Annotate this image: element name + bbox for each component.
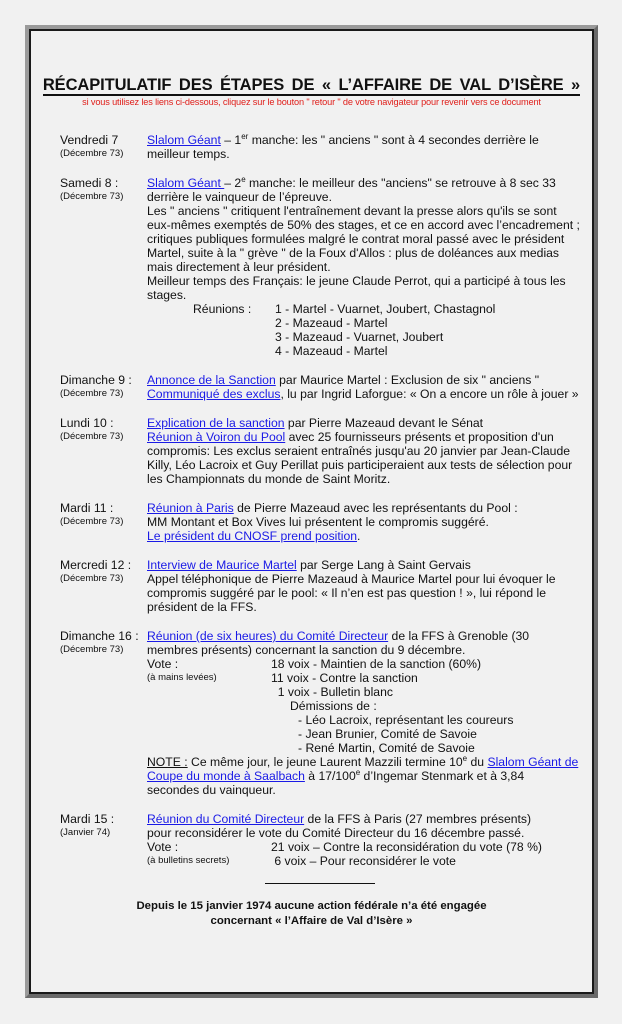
entry-text: derrière le vainqueur de l’épreuve. [147,190,332,204]
entry-text: du [467,755,488,769]
entry-body [147,812,585,868]
reunion-comite-grenoble-link[interactable]: Réunion (de six heures) du Comité Directeur [147,629,389,643]
slalom-saalbach-link[interactable]: Slalom Géant de [487,755,579,769]
cnosf-position-link[interactable]: Le président du CNOSF prend position [147,529,358,543]
superscript: er [241,131,249,141]
vote-label: Vote : [147,840,179,854]
entry-text: membres présents) concernant la sanction du 9 décembre. [147,643,466,657]
communique-exclus-link[interactable]: Communiqué des exclus [147,387,281,401]
vote-result: 6 voix – Pour reconsidérer le vote [271,854,456,868]
entry-date [60,812,147,868]
entry-date [60,558,147,614]
reunion-item: 2 - Mazeaud - Martel [275,316,388,330]
entry-month: (Décembre 73) [60,516,124,527]
reunions-label: Réunions : [193,302,252,316]
entry-text: avec 25 fournisseurs présents et proposition d'un [285,430,554,444]
timeline-entry [60,812,585,868]
back-instructions: si vous utilisez les liens ci-dessous, cliquez sur le bouton " retour " de votre navigateur pour revenir vers ce document [82,97,541,107]
entry-day: Lundi 10 : [60,416,114,430]
entry-text: MM Montant et Box Vives lui présentent le compromis suggéré. [147,515,489,529]
timeline [60,133,585,883]
timeline-entry [60,373,585,401]
entry-body [147,629,585,797]
entry-month: (Décembre 73) [60,573,124,584]
timeline-entry [60,629,585,797]
superscript: e [355,767,361,777]
entry-text: manche: le meilleur des "anciens" se retrouve à 8 sec 33 [245,176,556,190]
annonce-sanction-link[interactable]: Annonce de la Sanction [147,373,276,387]
timeline-entry [60,176,585,358]
vote-result: 21 voix – Contre la reconsidération du vote (78 %) [271,840,542,854]
entry-text: Martel, suite à la " grève " de la Foux d'Allos : plus de doléances aux medias [147,246,560,260]
entry-text: de la FFS à Grenoble (30 [388,629,530,643]
entry-text: manche: les " anciens " sont à 4 secondes derrière le [248,133,539,147]
entry-text: compromis: Les exclus seraient entraînés jusqu'au 20 janvier par Jean-Claude [147,444,571,458]
entry-body [147,176,585,358]
entry-text: critiques publiques formulées malgré le contrat moral passé avec le président [147,232,565,246]
superscript: e [241,174,246,184]
entry-day: Dimanche 16 : [60,629,139,643]
page-title [31,76,592,95]
entry-date [60,501,147,543]
entry-text: mais directement à leur président. [147,260,331,274]
superscript: e [462,753,468,763]
entry-day: Vendredi 7 [60,133,119,147]
entry-body [147,373,585,401]
entry-text: Ce même jour, le jeune Laurent Mazzili termine 10 [187,755,463,769]
entry-day: Mardi 11 : [60,501,114,515]
entry-month: (Décembre 73) [60,388,124,399]
entry-text: par Maurice Martel : Exclusion de six " anciens " [275,373,540,387]
interview-martel-link[interactable]: Interview de Maurice Martel [147,558,297,572]
reunion-voiron-link[interactable]: Réunion à Voiron du Pool [147,430,286,444]
entry-month: (Décembre 73) [60,644,124,655]
entry-text: Les " anciens " critiquent l'entraînement devant la presse alors qu'ils se sont [147,204,557,218]
entry-text: de la FFS à Paris (27 membres présents) [304,812,532,826]
document-page [31,31,592,992]
demission-item: - Jean Brunier, Comité de Savoie [298,727,477,741]
entry-text: de Pierre Mazeaud avec les représentants du Pool : [233,501,518,515]
entry-body [147,501,585,543]
demissions-label: Démissions de : [290,699,377,713]
note [147,755,585,769]
vote-method: (à mains levées) [147,672,217,683]
entry-date [60,176,147,358]
reunions-list [147,302,585,358]
document-frame [25,25,598,998]
reunion-comite-paris-link[interactable]: Réunion du Comité Directeur [147,812,305,826]
vote-result: 1 voix - Bulletin blanc [271,685,393,699]
reunion-paris-link[interactable]: Réunion à Paris [147,501,234,515]
slalom-saalbach-link-cont[interactable]: Coupe du monde à Saalbach [147,769,305,783]
entry-text: les Championnats du monde de Saint Moritz. [147,472,391,486]
entry-date [60,416,147,486]
explication-sanction-link[interactable]: Explication de la sanction [147,416,285,430]
entry-day: Samedi 8 : [60,176,119,190]
entry-text: par Serge Lang à Saint Gervais [296,558,471,572]
entry-text: à 17/100 [304,769,356,783]
timeline-entry [60,133,585,161]
entry-text: eux-mêmes exemptés de 50% des stages, et ce en accord avec l’encadrement ; [147,218,580,232]
vote-method: (à bulletins secrets) [147,855,230,866]
entry-date [60,133,147,161]
entry-day: Dimanche 9 : [60,373,132,387]
reunion-item: 1 - Martel - Vuarnet, Joubert, Chastagnol [275,302,496,316]
entry-text: stages. [147,288,187,302]
entry-text: – 1 [220,133,242,147]
vote-result: 18 voix - Maintien de la sanction (60%) [271,657,482,671]
entry-month: (Décembre 73) [60,191,124,202]
entry-text: compromis suggéré par le pool: « Il n’en est pas question ! », lui répond le [147,586,547,600]
entry-day: Mardi 15 : [60,812,115,826]
note-label: NOTE : [147,755,188,769]
timeline-entry [60,501,585,543]
slalom-geant-link-1[interactable]: Slalom Géant [147,133,221,147]
entry-text: Appel téléphonique de Pierre Mazeaud à Maurice Martel pour lui évoquer le [147,572,556,586]
entry-text: , lu par Ingrid Laforgue: « On a encore un rôle à jouer » [280,387,579,401]
entry-text: président de la FFS. [147,600,257,614]
vote-row [147,854,585,868]
entry-day: Mercredi 12 : [60,558,132,572]
vote-label: Vote : [147,657,179,671]
demission-item: - Léo Lacroix, représentant les coureurs [298,713,514,727]
entry-month: (Janvier 74) [60,827,111,838]
entry-text: – 2 [224,176,242,190]
reunion-item: 4 - Mazeaud - Martel [275,344,388,358]
vote-result: 11 voix - Contre la sanction [271,671,418,685]
entry-date [60,373,147,401]
entry-text: par Pierre Mazeaud devant le Sénat [284,416,484,430]
entry-text: meilleur temps. [147,147,230,161]
entry-text: . [357,529,361,543]
vote-row [147,685,585,699]
entry-month: (Décembre 73) [60,431,124,442]
vote-row [147,840,585,854]
conclusion [31,899,592,929]
entry-body [147,558,585,614]
entry-text: Meilleur temps des Français: le jeune Claude Perrot, qui a participé à tous les [147,274,566,288]
entry-text: secondes du vainqueur. [147,783,276,797]
entry-text: d’Ingemar Stenmark et à 3,84 [360,769,525,783]
slalom-geant-link-2[interactable]: Slalom Géant [147,176,225,190]
conclusion-line-1: Depuis le 15 janvier 1974 aucune action fédérale n’a été engagée [136,900,487,912]
entry-text: pour reconsidérer le vote du Comité Directeur du 16 décembre passé. [147,826,525,840]
page-title-text: RÉCAPITULATIF DES ÉTAPES DE « L’AFFAIRE DE VAL D’ISÈRE » [42,76,581,94]
conclusion-line-2: concernant « l’Affaire de Val d’Isère » [210,915,413,927]
divider-line [265,883,375,884]
reunion-item: 3 - Mazeaud - Vuarnet, Joubert [275,330,444,344]
entry-date [60,629,147,797]
vote-row [147,657,585,671]
vote-row [147,671,585,685]
entry-body [147,416,585,486]
entry-month: (Décembre 73) [60,148,124,159]
timeline-entry [60,558,585,614]
entry-text: Killy, Léo Lacroix et Guy Perillat puis participeraient aux tests de sélection pour [147,458,573,472]
entry-body [147,133,585,161]
timeline-entry [60,416,585,486]
demission-item: - René Martin, Comité de Savoie [298,741,475,755]
